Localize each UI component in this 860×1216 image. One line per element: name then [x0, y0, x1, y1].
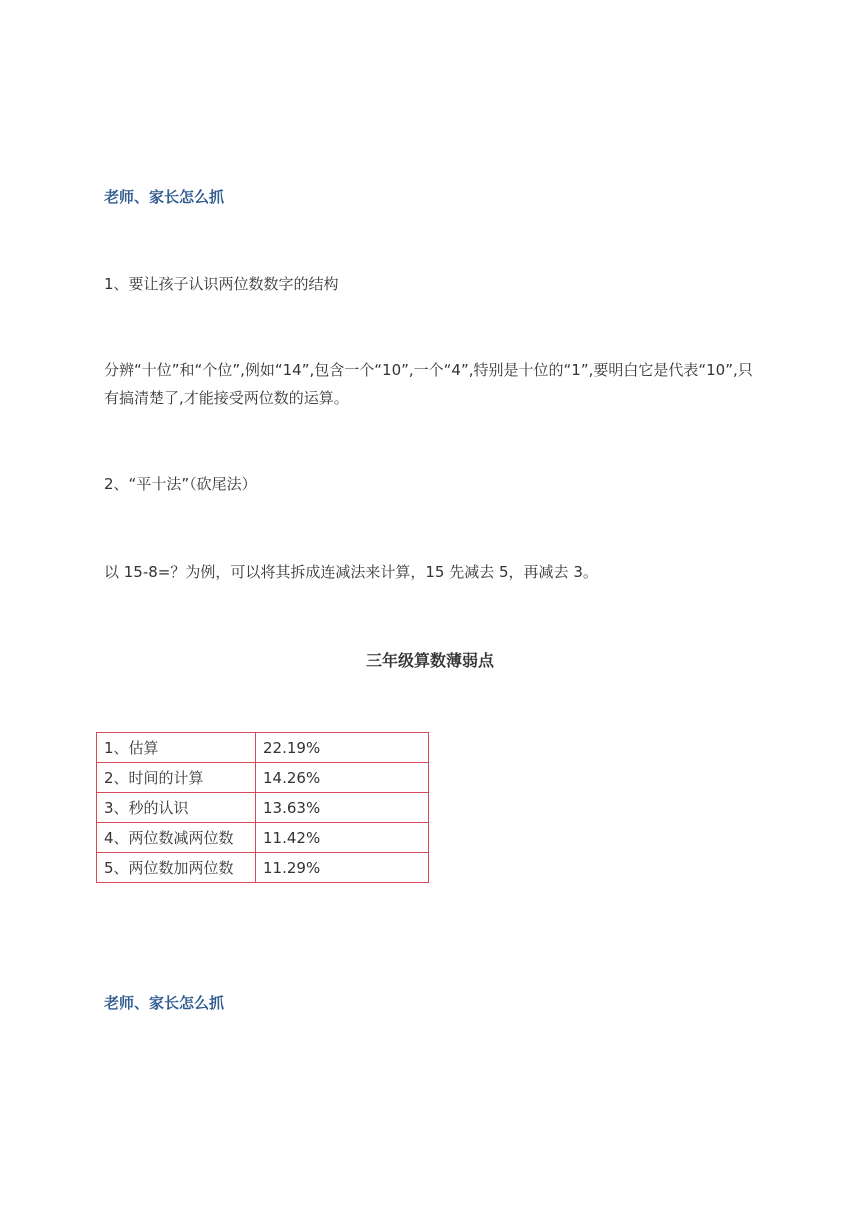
table-row: [97, 733, 429, 763]
point-title: 1、要让孩子认识两位数数字的结构: [104, 275, 339, 293]
table-cell-item: 2、时间的计算: [97, 763, 256, 793]
table-cell-percent: 22.19%: [256, 733, 429, 763]
paragraph: 以 15-8=？为例，可以将其拆成连减法来计算，15 先减去 5，再减去 3。: [104, 563, 598, 581]
section-heading: 老师、家长怎么抓: [104, 188, 225, 206]
section-title: 三年级算数薄弱点: [365, 651, 494, 670]
table-cell-item: 1、估算: [97, 733, 256, 763]
table-row: [97, 853, 429, 883]
table-row: [97, 763, 429, 793]
point-title: 2、“平十法”（砍尾法）: [104, 475, 257, 493]
table-row: [97, 823, 429, 853]
table-cell-percent: 13.63%: [256, 793, 429, 823]
weak-points-table: [96, 732, 429, 883]
paragraph: 分辨“十位”和“个位”,例如“14”,包含一个“10”,一个“4”,特别是十位的“1”,要明白它是代表“10”,只有搞清楚了,才能接受两位数的运算。: [104, 361, 753, 407]
table-cell-item: 5、两位数加两位数: [97, 853, 256, 883]
section-heading: 老师、家长怎么抓: [104, 994, 225, 1012]
table-cell-percent: 11.29%: [256, 853, 429, 883]
table-row: [97, 793, 429, 823]
table-cell-item: 4、两位数减两位数: [97, 823, 256, 853]
table-cell-item: 3、秒的认识: [97, 793, 256, 823]
table-cell-percent: 14.26%: [256, 763, 429, 793]
table-cell-percent: 11.42%: [256, 823, 429, 853]
